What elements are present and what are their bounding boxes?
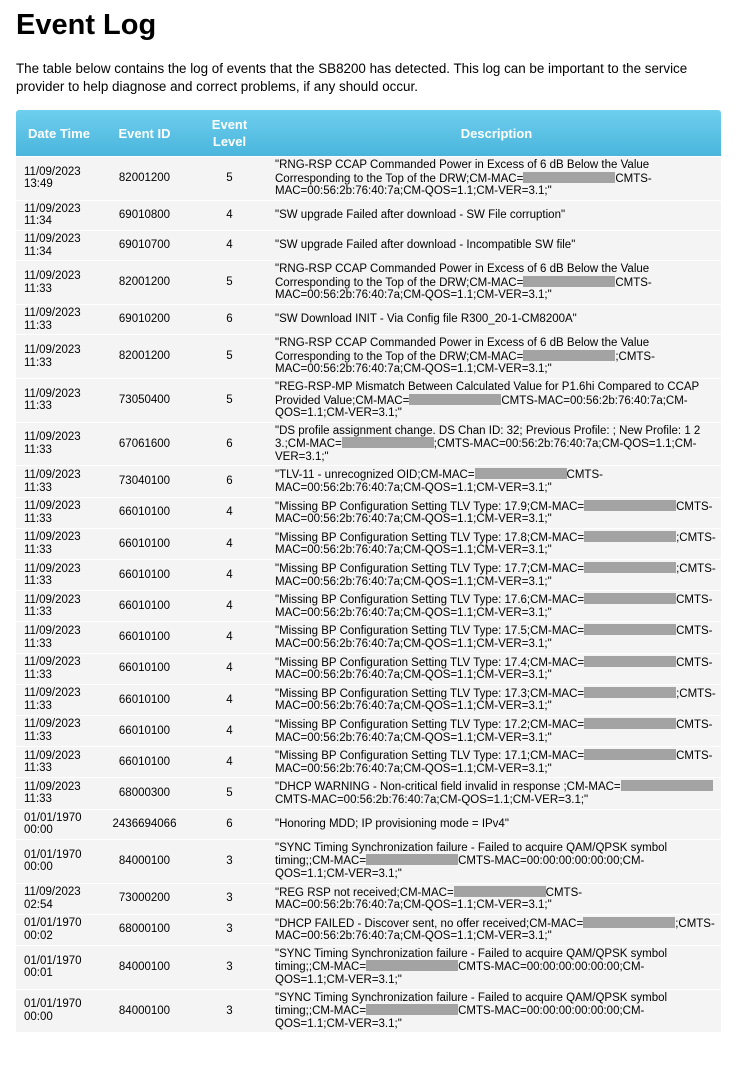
event-date-time-cell	[16, 990, 102, 1033]
table-row	[16, 840, 721, 883]
description-text: "Missing BP Configuration Setting TLV Type: 17.8;CM-MAC=	[275, 531, 585, 544]
event-time: 11:33	[24, 606, 52, 619]
event-id-cell: 82001200	[102, 261, 187, 304]
event-description-cell	[272, 379, 721, 422]
table-row	[16, 591, 721, 621]
event-id-cell: 68000300	[102, 778, 187, 808]
event-level-cell: 4	[187, 201, 272, 230]
event-id-cell: 68000100	[102, 915, 187, 945]
event-date-time-cell	[16, 261, 102, 304]
description-text: CMTS-MAC=00:56:2b:76:40:7a;CM-QOS=1.1;CM-VER=3.1;"	[275, 500, 713, 526]
event-date: 11/09/2023	[24, 165, 81, 178]
column-header-event-level-text: Event Level	[211, 117, 248, 149]
event-date: 11/09/2023	[24, 593, 81, 606]
event-id-cell: 73040100	[102, 466, 187, 496]
event-log-table	[16, 109, 721, 1033]
table-row	[16, 716, 721, 746]
description-text: "Missing BP Configuration Setting TLV Type: 17.4;CM-MAC=	[275, 656, 585, 669]
event-level-cell: 3	[187, 946, 272, 989]
event-level-cell: 4	[187, 560, 272, 590]
event-id-cell: 66010100	[102, 622, 187, 652]
description-text: "Honoring MDD; IP provisioning mode = IPv4"	[275, 817, 509, 830]
event-description-cell	[272, 529, 721, 559]
event-level-cell: 4	[187, 231, 272, 260]
event-time: 11:33	[24, 481, 52, 494]
table-row	[16, 685, 721, 715]
event-date: 01/01/1970	[24, 848, 82, 861]
event-description-cell	[272, 201, 721, 230]
table-row	[16, 560, 721, 590]
description-text: "Missing BP Configuration Setting TLV Type: 17.3;CM-MAC=	[275, 687, 585, 700]
event-time: 13:49	[24, 178, 53, 191]
event-date: 11/09/2023	[24, 343, 81, 356]
table-row	[16, 157, 721, 200]
column-header-event-id: Event ID	[102, 110, 187, 156]
event-date: 11/09/2023	[24, 687, 81, 700]
event-date-time-cell	[16, 379, 102, 422]
page-title: Event Log	[16, 9, 157, 41]
event-level-cell: 4	[187, 716, 272, 746]
event-description-cell	[272, 884, 721, 914]
event-description-cell	[272, 810, 721, 839]
event-date-time-cell	[16, 915, 102, 945]
event-description-cell	[272, 747, 721, 777]
description-text: "SYNC Timing Synchronization failure - Failed to acquire QAM/QPSK symbol timing;;CM-MAC=	[275, 947, 668, 974]
redacted-mac-block	[409, 394, 501, 405]
description-text: "Missing BP Configuration Setting TLV Type: 17.6;CM-MAC=	[275, 594, 585, 607]
redacted-mac-block	[584, 749, 676, 760]
description-text: CMTS-MAC=00:56:2b:76:40:7a;CM-QOS=1.1;CM-VER=3.1;"	[275, 394, 688, 420]
event-description-cell	[272, 915, 721, 945]
event-id-cell: 69010200	[102, 305, 187, 334]
event-date: 11/09/2023	[24, 562, 81, 575]
event-level-cell: 6	[187, 305, 272, 334]
description-text: CMTS-MAC=00:56:2b:76:40:7a;CM-QOS=1.1;CM-VER=3.1;"	[275, 469, 603, 495]
event-time: 11:33	[24, 543, 52, 556]
event-id-cell: 66010100	[102, 654, 187, 684]
event-description-cell	[272, 840, 721, 883]
table-row	[16, 810, 721, 839]
description-text: "Missing BP Configuration Setting TLV Type: 17.2;CM-MAC=	[275, 718, 585, 731]
redacted-mac-block	[584, 500, 676, 511]
table-row	[16, 466, 721, 496]
event-time: 00:02	[24, 929, 53, 942]
event-level-cell: 5	[187, 379, 272, 422]
event-date: 11/09/2023	[24, 656, 81, 669]
event-time: 11:33	[24, 575, 52, 588]
event-date-time-cell	[16, 946, 102, 989]
column-header-description: Description	[272, 110, 721, 156]
event-date: 11/09/2023	[24, 624, 81, 637]
event-time: 11:33	[24, 637, 52, 650]
event-description-cell	[272, 423, 721, 466]
description-text: ;CMTS-MAC=00:56:2b:76:40:7a;CM-QOS=1.1;CM-VER=3.1;"	[275, 917, 715, 943]
event-date-time-cell	[16, 498, 102, 528]
event-date: 11/09/2023	[24, 749, 81, 762]
event-description-cell	[272, 685, 721, 715]
event-time: 11:33	[24, 668, 52, 681]
event-description-cell	[272, 560, 721, 590]
redacted-mac-block	[584, 531, 676, 542]
event-level-cell: 4	[187, 529, 272, 559]
description-text: ;CMTS-MAC=00:56:2b:76:40:7a;CM-QOS=1.1;CM-VER=3.1;"	[275, 350, 655, 376]
table-row	[16, 778, 721, 808]
event-level-cell: 6	[187, 423, 272, 466]
description-text: ;CMTS-MAC=00:56:2b:76:40:7a;CM-QOS=1.1;CM-VER=3.1;"	[275, 563, 716, 588]
event-date: 01/01/1970	[24, 954, 82, 967]
event-level-cell: 3	[187, 990, 272, 1033]
event-time: 02:54	[24, 898, 53, 911]
redacted-mac-block	[584, 656, 676, 667]
event-date-time-cell	[16, 685, 102, 715]
table-row	[16, 201, 721, 230]
description-text: "SYNC Timing Synchronization failure - Failed to acquire QAM/QPSK symbol timing;;CM-MAC=	[275, 991, 668, 1018]
description-text: CMTS-MAC=00:00:00:00:00:00;CM-QOS=1.1;CM-VER=3.1;"	[275, 1005, 645, 1030]
description-text: CMTS-MAC=00:56:2b:76:40:7a;CM-QOS=1.1;CM-VER=3.1;"	[275, 886, 583, 912]
redacted-mac-block	[584, 687, 676, 698]
description-text: CMTS-MAC=00:56:2b:76:40:7a;CM-QOS=1.1;CM-VER=3.1;"	[275, 656, 713, 682]
event-time: 00:01	[24, 967, 53, 980]
event-date: 11/09/2023	[24, 531, 81, 544]
event-description-cell	[272, 261, 721, 304]
description-text: "Missing BP Configuration Setting TLV Type: 17.1;CM-MAC=	[275, 750, 585, 763]
description-text: "TLV-11 - unrecognized OID;CM-MAC=	[275, 469, 475, 482]
redacted-mac-block	[454, 886, 546, 897]
event-date-time-cell	[16, 747, 102, 777]
event-date-time-cell	[16, 716, 102, 746]
event-time: 11:33	[24, 356, 52, 369]
table-row	[16, 529, 721, 559]
event-level-cell: 5	[187, 335, 272, 378]
event-id-cell: 66010100	[102, 560, 187, 590]
event-id-cell: 69010700	[102, 231, 187, 260]
event-description-cell	[272, 622, 721, 652]
event-id-cell: 67061600	[102, 423, 187, 466]
description-text: "Missing BP Configuration Setting TLV Type: 17.5;CM-MAC=	[275, 625, 585, 638]
event-id-cell: 82001200	[102, 335, 187, 378]
table-header-row	[16, 110, 721, 156]
event-date-time-cell	[16, 654, 102, 684]
event-time: 00:00	[24, 824, 53, 837]
description-text: ;CMTS-MAC=00:56:2b:76:40:7a;CM-QOS=1.1;CM-VER=3.1;"	[275, 438, 697, 463]
event-date-time-cell	[16, 810, 102, 839]
event-date: 01/01/1970	[24, 811, 82, 824]
description-text: CMTS-MAC=00:56:2b:76:40:7a;CM-QOS=1.1;CM-VER=3.1;"	[275, 276, 652, 302]
table-row	[16, 654, 721, 684]
event-level-cell: 6	[187, 466, 272, 496]
description-text: CMTS-MAC=00:56:2b:76:40:7a;CM-QOS=1.1;CM-VER=3.1;"	[275, 594, 713, 619]
event-description-cell	[272, 498, 721, 528]
table-row	[16, 423, 721, 466]
description-text: ;CMTS-MAC=00:56:2b:76:40:7a;CM-QOS=1.1;CM-VER=3.1;"	[275, 687, 716, 713]
column-header-event-level	[187, 110, 272, 156]
event-level-cell: 3	[187, 840, 272, 883]
event-date: 11/09/2023	[24, 202, 81, 215]
description-text: CMTS-MAC=00:56:2b:76:40:7a;CM-QOS=1.1;CM-VER=3.1;"	[275, 625, 713, 650]
event-date: 11/09/2023	[24, 780, 81, 793]
event-date: 11/09/2023	[24, 718, 81, 731]
event-time: 11:34	[24, 215, 52, 228]
description-text: "RNG-RSP CCAP Commanded Power in Excess of 6 dB Below the Value Corresponding to the Top of the DRW;CM-MAC=	[275, 263, 650, 289]
event-id-cell: 66010100	[102, 747, 187, 777]
redacted-mac-block	[366, 854, 458, 865]
event-id-cell: 2436694066	[102, 810, 187, 839]
description-text: CMTS-MAC=00:56:2b:76:40:7a;CM-QOS=1.1;CM-VER=3.1;"	[275, 793, 589, 806]
event-date: 11/09/2023	[24, 232, 81, 245]
event-id-cell: 84000100	[102, 990, 187, 1033]
event-time: 11:33	[24, 731, 52, 744]
event-id-cell: 66010100	[102, 529, 187, 559]
event-date-time-cell	[16, 201, 102, 230]
event-level-cell: 3	[187, 884, 272, 914]
event-id-cell: 73050400	[102, 379, 187, 422]
event-description-cell	[272, 990, 721, 1033]
event-description-cell	[272, 716, 721, 746]
description-text: "RNG-RSP CCAP Commanded Power in Excess of 6 dB Below the Value Corresponding to the Top of the DRW;CM-MAC=	[275, 159, 650, 185]
event-level-cell: 3	[187, 915, 272, 945]
event-date-time-cell	[16, 622, 102, 652]
event-date-time-cell	[16, 591, 102, 621]
redacted-mac-block	[475, 468, 567, 479]
event-date-time-cell	[16, 529, 102, 559]
redacted-mac-block	[584, 593, 676, 604]
event-level-cell: 4	[187, 622, 272, 652]
event-level-cell: 4	[187, 654, 272, 684]
event-id-cell: 66010100	[102, 498, 187, 528]
event-description-cell	[272, 778, 721, 808]
event-id-cell: 82001200	[102, 157, 187, 200]
event-date-time-cell	[16, 884, 102, 914]
event-level-cell: 4	[187, 747, 272, 777]
redacted-mac-block	[523, 276, 615, 287]
event-level-cell: 4	[187, 591, 272, 621]
description-text: "Missing BP Configuration Setting TLV Type: 17.7;CM-MAC=	[275, 563, 585, 576]
event-time: 11:33	[24, 699, 52, 712]
description-text: CMTS-MAC=00:00:00:00:00:00;CM-QOS=1.1;CM-VER=3.1;"	[275, 961, 645, 987]
event-time: 11:33	[24, 444, 52, 457]
event-description-cell	[272, 466, 721, 496]
event-id-cell: 66010100	[102, 716, 187, 746]
event-date: 11/09/2023	[24, 500, 81, 513]
event-time: 11:33	[24, 762, 52, 775]
event-id-cell: 66010100	[102, 685, 187, 715]
event-date-time-cell	[16, 560, 102, 590]
description-text: "SW upgrade Failed after download - SW File corruption"	[275, 209, 566, 222]
table-row	[16, 622, 721, 652]
event-date: 01/01/1970	[24, 998, 82, 1011]
event-date-time-cell	[16, 335, 102, 378]
event-id-cell: 69010800	[102, 201, 187, 230]
redacted-mac-block	[621, 780, 713, 791]
description-text: ;CMTS-MAC=00:56:2b:76:40:7a;CM-QOS=1.1;CM-VER=3.1;"	[275, 531, 716, 557]
event-id-cell: 73000200	[102, 884, 187, 914]
event-date: 11/09/2023	[24, 387, 81, 400]
event-id-cell: 66010100	[102, 591, 187, 621]
table-row	[16, 990, 721, 1033]
redacted-mac-block	[584, 562, 676, 573]
description-text: CMTS-MAC=00:56:2b:76:40:7a;CM-QOS=1.1;CM-VER=3.1;"	[275, 750, 713, 775]
event-level-cell: 6	[187, 810, 272, 839]
redacted-mac-block	[583, 917, 675, 928]
event-date: 11/09/2023	[24, 431, 81, 444]
table-row	[16, 747, 721, 777]
event-id-cell: 84000100	[102, 840, 187, 883]
event-date: 11/09/2023	[24, 886, 81, 898]
event-date-time-cell	[16, 231, 102, 260]
redacted-mac-block	[366, 1004, 458, 1015]
table-row	[16, 335, 721, 378]
event-date: 11/09/2023	[24, 306, 81, 319]
table-row	[16, 498, 721, 528]
description-text: "SYNC Timing Synchronization failure - Failed to acquire QAM/QPSK symbol timing;;CM-MAC=	[275, 841, 668, 868]
column-header-date-time: Date Time	[16, 110, 102, 156]
table-row	[16, 946, 721, 989]
event-description-cell	[272, 335, 721, 378]
redacted-mac-block	[584, 718, 676, 729]
event-date-time-cell	[16, 305, 102, 334]
redacted-mac-block	[342, 437, 434, 448]
event-date: 11/09/2023	[24, 269, 81, 282]
description-text: "SW upgrade Failed after download - Incompatible SW file"	[275, 239, 576, 252]
description-text: "DHCP FAILED - Discover sent, no offer received;CM-MAC=	[275, 917, 584, 930]
event-level-cell: 4	[187, 685, 272, 715]
redacted-mac-block	[523, 350, 615, 361]
table-row	[16, 261, 721, 304]
redacted-mac-block	[366, 960, 458, 971]
event-time: 11:33	[24, 319, 52, 332]
description-text: CMTS-MAC=00:00:00:00:00:00;CM-QOS=1.1;CM-VER=3.1;"	[275, 855, 645, 880]
table-row	[16, 884, 721, 914]
event-time: 11:33	[24, 400, 52, 413]
event-id-cell: 84000100	[102, 946, 187, 989]
description-text: "REG-RSP-MP Mismatch Between Calculated Value for P1.6hi Compared to CCAP Provided Value;CM-MAC=	[275, 380, 700, 407]
description-text: "DHCP WARNING - Non-critical field invalid in response ;CM-MAC=	[275, 781, 621, 794]
event-level-cell: 5	[187, 261, 272, 304]
event-date: 11/09/2023	[24, 468, 81, 481]
table-row	[16, 915, 721, 945]
event-date-time-cell	[16, 157, 102, 200]
redacted-mac-block	[584, 624, 676, 635]
event-description-cell	[272, 946, 721, 989]
description-text: "SW Download INIT - Via Config file R300_20-1-CM8200A"	[275, 313, 577, 326]
event-description-cell	[272, 231, 721, 260]
event-description-cell	[272, 157, 721, 200]
event-level-cell: 4	[187, 498, 272, 528]
description-text: "RNG-RSP CCAP Commanded Power in Excess of 6 dB Below the Value Corresponding to the Top of the DRW;CM-MAC=	[275, 337, 650, 363]
table-row	[16, 231, 721, 260]
description-text: CMTS-MAC=00:56:2b:76:40:7a;CM-QOS=1.1;CM-VER=3.1;"	[275, 172, 652, 198]
event-description-cell	[272, 591, 721, 621]
event-time: 11:33	[24, 282, 52, 295]
event-date: 01/01/1970	[24, 917, 82, 930]
description-text: "Missing BP Configuration Setting TLV Type: 17.9;CM-MAC=	[275, 500, 585, 513]
redacted-mac-block	[523, 172, 615, 183]
event-time: 11:34	[24, 245, 52, 258]
event-log-body	[16, 157, 721, 1032]
table-row	[16, 379, 721, 422]
event-date-time-cell	[16, 840, 102, 883]
event-level-cell: 5	[187, 778, 272, 808]
description-text: "REG RSP not received;CM-MAC=	[275, 886, 454, 899]
event-date-time-cell	[16, 423, 102, 466]
event-date-time-cell	[16, 466, 102, 496]
page-intro: The table below contains the log of events that the SB8200 has detected. This log can be important to the service provider to help diagnose and correct problems, if any should occur.	[16, 61, 688, 94]
event-time: 11:33	[24, 793, 52, 806]
description-text: CMTS-MAC=00:56:2b:76:40:7a;CM-QOS=1.1;CM-VER=3.1;"	[275, 718, 713, 744]
event-time: 00:00	[24, 1011, 53, 1024]
event-date-time-cell	[16, 778, 102, 808]
event-description-cell	[272, 654, 721, 684]
event-time: 11:33	[24, 512, 52, 525]
description-text: "DS profile assignment change. DS Chan ID: 32; Previous Profile: ; New Profile: 1 2 3.;CM-MAC=	[275, 424, 701, 451]
event-level-cell: 5	[187, 157, 272, 200]
event-time: 00:00	[24, 861, 53, 874]
table-row	[16, 305, 721, 334]
event-description-cell	[272, 305, 721, 334]
